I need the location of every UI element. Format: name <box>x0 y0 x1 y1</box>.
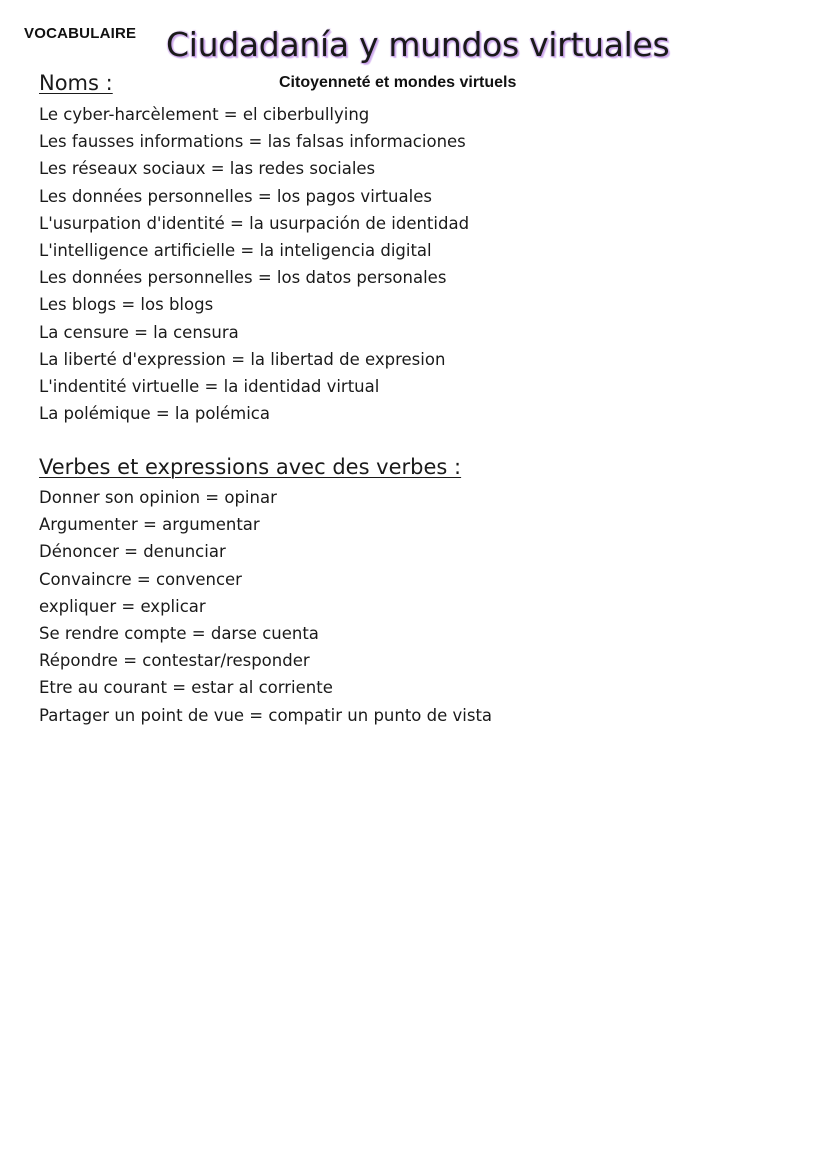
verb-entry: Convaincre = convencer <box>39 569 242 589</box>
verb-entry: Partager un point de vue = compatir un punto de vista <box>39 705 493 725</box>
verb-entry: Donner son opinion = opinar <box>39 488 277 507</box>
verbs-heading: Verbes et expressions avec des verbes : <box>39 455 462 479</box>
nouns-heading: Noms : <box>39 71 113 95</box>
page-subtitle: Citoyenneté et mondes virtuels <box>279 74 517 91</box>
verb-entry: expliquer = explicar <box>39 596 206 616</box>
noun-entry: La liberté d'expression = la libertad de expresion <box>39 349 446 369</box>
verb-entry: Etre au courant = estar al corriente <box>39 678 333 698</box>
verb-entry: Dénoncer = denunciar <box>39 542 226 562</box>
noun-entry: Les fausses informations = las falsas informaciones <box>39 132 466 152</box>
noun-entry: La polémique = la polémica <box>39 404 270 424</box>
noun-entry: L'indentité virtuelle = la identidad virtual <box>39 376 380 396</box>
noun-entry: Les blogs = los blogs <box>39 295 214 315</box>
noun-entry: La censure = la censura <box>39 322 239 342</box>
noun-entry: Les données personnelles = los pagos virtuales <box>39 186 432 206</box>
vocabulary-label: VOCABULAIRE <box>24 25 137 42</box>
page-title: Ciudadanía y mundos virtuales <box>166 25 670 64</box>
nouns-list <box>39 103 469 429</box>
verbs-list <box>39 486 492 731</box>
noun-entry: Les réseaux sociaux = las redes sociales <box>39 159 376 179</box>
noun-entry: Les données personnelles = los datos personales <box>39 268 447 288</box>
noun-entry: L'intelligence artificielle = la inteligencia digital <box>39 240 432 260</box>
verb-entry: Se rendre compte = darse cuenta <box>39 623 319 643</box>
noun-entry: L'usurpation d'identité = la usurpación de identidad <box>39 213 470 233</box>
noun-entry: Le cyber-harcèlement = el ciberbullying <box>39 105 370 124</box>
verb-entry: Répondre = contestar/responder <box>39 651 310 671</box>
verb-entry: Argumenter = argumentar <box>39 515 260 535</box>
